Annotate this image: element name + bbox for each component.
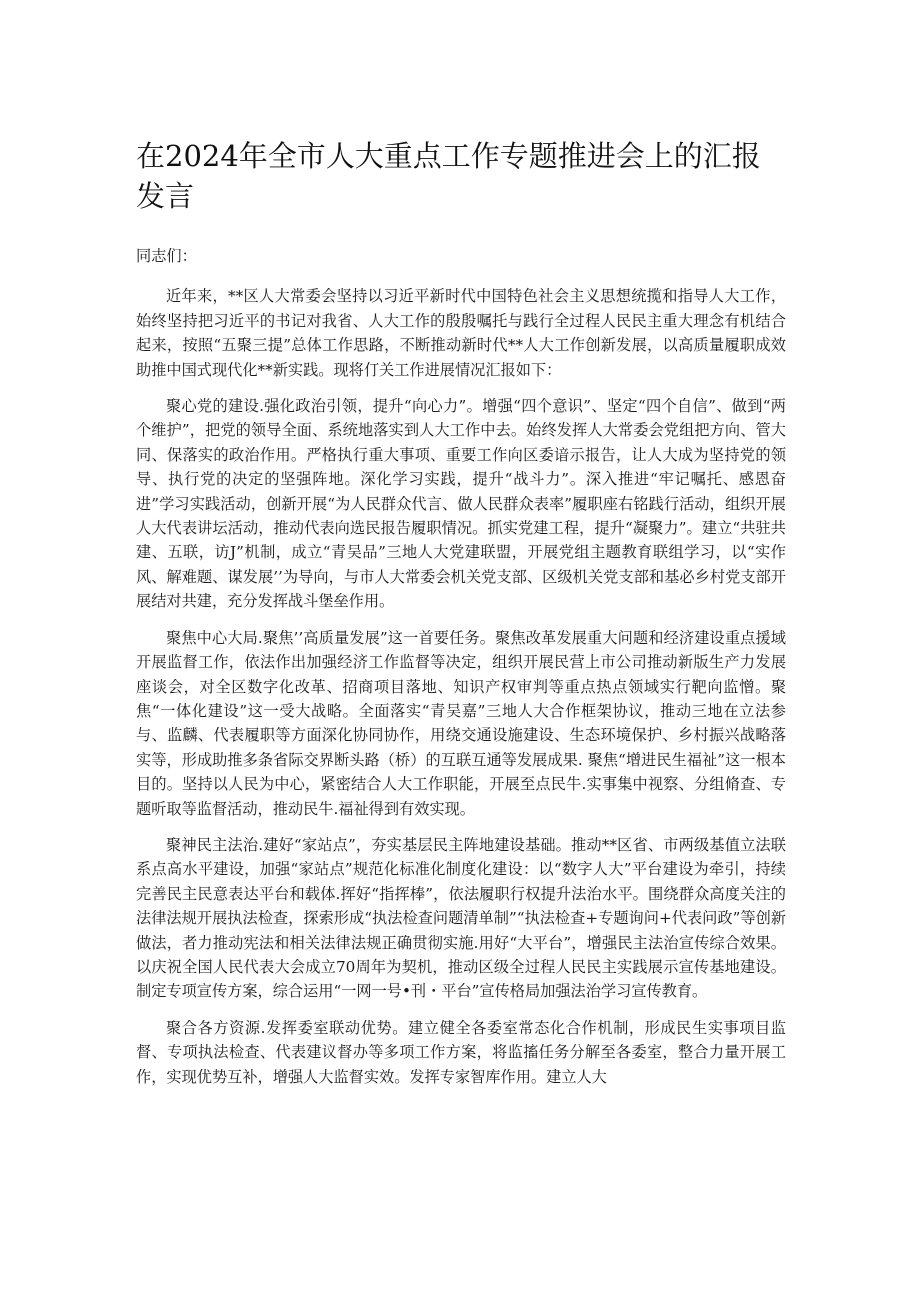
greeting: 同志们： — [136, 247, 197, 265]
paragraph-resources: 聚合各方资源.发挥委室联动优势。建立健全各委室常态化合作机制，形成民生实事项目监督、专项执法检查、代表建议督办等多项工作方案，将监搐任务分解至各委室，整合力量开展工作，实现优势互补，增强人大监督实效。发挥专家智库作用。建立人大 — [136, 1018, 786, 1086]
document-body — [136, 244, 786, 1101]
paragraph-intro: 近年来，**区人大常委会坚持以习近平新时代中国特色社会主义思想统揽和指导人大工作，始终坚持把习近平的书记对我省、人大工作的殷殷嘱托与践行全过程人民民主重大理念有机结合起来，按照“五聚三提”总体工作思路，不断推动新时代**人大工作创新发展，以高质量履职成效助推中国式现代化**新实践。现将仃关工作进展情况汇报如下： — [136, 287, 786, 379]
paragraph-democracy-rule-of-law: 聚神民主法治.建好“家站点”，夯实基层民主阵地建设基础。推动**区省、市两级基值立法联系点高水平建设，加强“家站点”规范化标准化制度化建设：以“数字人大”平台建设为牵引，持续完善民主民意表达平台和载体.挥好“指挥棒”，依法履职行权提升法治水平。围绕群众高度关注的法律法规开展执法检查，探索形成“执法检查问题清单制”“执法检查+专题询问+代表问政”等创新做法，者力推动宪法和相关法律法规正确贯彻实施.用好“大平台”，增强民主法治宣传综合效果。以庆祝全国人民代表大会成立70周年为契机，推动区级全过程人民民主实践展示宣传基地建设。制定专项宣传方案，综合运用“一网一号•刊・平台”宣传格局加强法治学习宣传教育。 — [136, 835, 786, 1001]
paragraph-party-building: 聚心党的建设.强化政治引领，提升“向心力”。增强“四个意识”、坚定“四个自信”、做到“两个维护”，把党的领导全面、系统地落实到人大工作中去。始终发挥人大常委会党组把方向、管大同、保落实的政治作用。严格执行重大事项、重要工作向区委谙示报告，让人大成为坚持党的领导、执行党的决定的坚强阵地。深化学习实践，提升“战斗力”。深入推进“牢记嘱托、感恩奋进”学习实践活动，创新开展“为人民群众代言、做人民群众表率”履职座右铭践行活动，组织开展人大代表讲坛活动，推动代表向选民报告履职情况。抓实党建工程，提升“凝聚力”。建立“共驻共建、五联，访J”机制，成立“青吴品”三地人大党建联盟，开展党组主题教育联组学习，以“实作风、解难题、谋发展’’为导向，与市人大常委会机关党支部、区级机关党支部和基必乡村党支部开展结对共建，充分发挥战斗堡垒作用。 — [136, 397, 786, 611]
paragraph-central-tasks: 聚焦中心大局.聚焦’’高质量发展”这一首要任务。聚焦改革发展重大问题和经济建设重点援域开展监督工作，依法作出加强经济工作监督等决定，组织开展民营上市公司推动新版生产力发展座谈会，对全区数字化改革、招商项目落地、知识产权审判等重点热点领域实行靶向监憎。聚焦“一体化建设”这一受大战略。全面落实“青吴嘉”三地人大合作框架协议，推动三地在立法参与、监麟、代表履职等方面深化协同协作，用绕交通设施建设、生态环境保护、乡村振兴战略落实等，形成助推多条省际交界断头路（桥）的互联互通等发展成果. 聚焦“增进民生福祉”这一根本目的。坚持以人民为中心，紧密结合人大工作职能，开展至点民牛.实事集中视察、分组脩查、专题听取等监督活动，推动民牛.福祉得到有效实现。 — [136, 628, 786, 818]
document-title: 在2024年全市人大重点工作专题推进会上的汇报发言 — [136, 139, 761, 213]
